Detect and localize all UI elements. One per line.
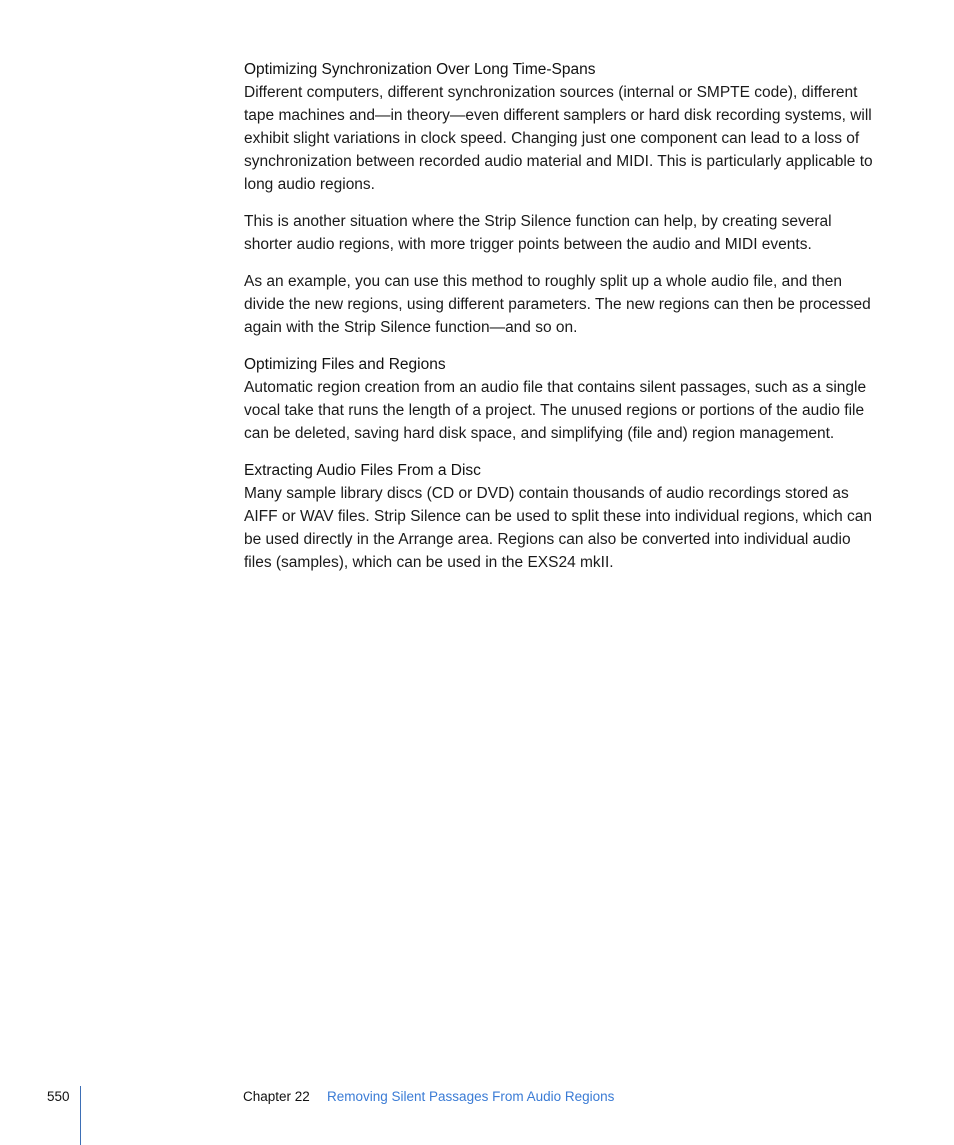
paragraph: As an example, you can use this method to roughly split up a whole audio file, and then divide the new regions, using different parameters. The new regions can then be processed again with the Strip Silence function—and so on.: [244, 273, 871, 336]
chapter-label: Chapter 22: [243, 1089, 310, 1104]
paragraph: Many sample library discs (CD or DVD) contain thousands of audio recordings stored as AIFF or WAV files. Strip Silence can be used to split these into individual regions, which can be used directly in the Arrange area. Regions can also be converted into individual audio files (samples), which can be used in the EXS24 mkII.: [244, 485, 873, 571]
section-heading: Optimizing Files and Regions: [244, 356, 446, 373]
paragraph: This is another situation where the Strip Silence function can help, by creating several shorter audio regions, with more trigger points between the audio and MIDI events.: [244, 213, 832, 253]
page-number: 550: [47, 1089, 70, 1104]
section-heading: Optimizing Synchronization Over Long Time-Spans: [244, 61, 596, 78]
section-files-regions: [244, 353, 880, 445]
paragraph: Automatic region creation from an audio file that contains silent passages, such as a single vocal take that runs the length of a project. The unused regions or portions of the audio file can be deleted, saving hard disk space, and simplifying (file and) region management.: [244, 379, 867, 442]
chapter-title-link[interactable]: Removing Silent Passages From Audio Regions: [327, 1089, 615, 1104]
page-footer: [0, 1086, 954, 1145]
paragraph: Different computers, different synchronization sources (internal or SMPTE code), different tape machines and—in theory—even different samplers or hard disk recording systems, will exhibit slight variations in clock speed. Changing just one component can lead to a loss of synchronization between recorded audio material and MIDI. This is particularly applicable to long audio regions.: [244, 84, 873, 193]
section-sync: [244, 58, 880, 339]
page-content: [244, 58, 880, 588]
footer-divider: [80, 1086, 81, 1145]
section-extracting-audio: [244, 459, 880, 574]
section-heading: Extracting Audio Files From a Disc: [244, 462, 481, 479]
